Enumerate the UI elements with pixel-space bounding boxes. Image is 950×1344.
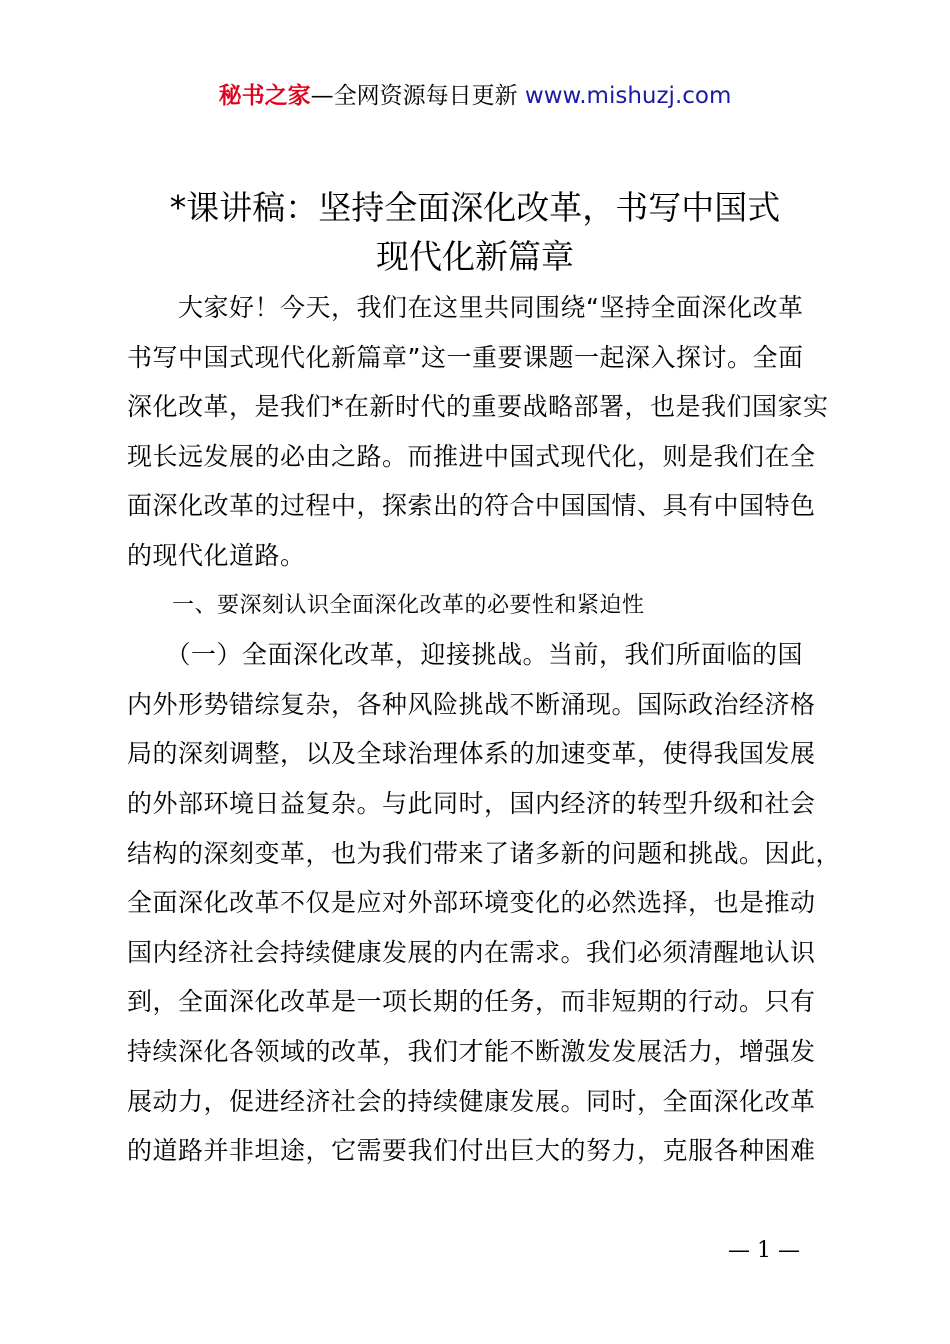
site-slogan: —全网资源每日更新 xyxy=(310,83,525,109)
body-line: 持续深化各领域的改革，我们才能不断激发发展活力，增强发 xyxy=(127,1036,816,1066)
body-line: 的现代化道路。 xyxy=(127,540,306,570)
site-header xyxy=(0,80,950,112)
page-number xyxy=(0,1236,950,1266)
body-line: 深化改革，是我们*在新时代的重要战略部署，也是我们国家实 xyxy=(127,392,829,422)
body-line: 的道路并非坦途，它需要我们付出巨大的努力，克服各种困难 xyxy=(127,1136,816,1166)
site-brand: 秘书之家 xyxy=(218,83,311,109)
body-line: 面深化改革的过程中，探索出的符合中国国情、具有中国特色 xyxy=(127,491,816,521)
body-line: 国内经济社会持续健康发展的内在需求。我们必须清醒地认识 xyxy=(127,937,816,967)
body-line: 结构的深刻变革，也为我们带来了诸多新的问题和挑战。因此， xyxy=(127,838,842,868)
body-line: 全面深化改革不仅是应对外部环境变化的必然选择，也是推动 xyxy=(127,888,816,918)
body-line: 内外形势错综复杂，各种风险挑战不断涌现。国际政治经济格 xyxy=(127,689,816,719)
site-url-link[interactable]: www.mishuzj.com xyxy=(524,83,732,109)
body-line: 展动力，促进经济社会的持续健康发展。同时，全面深化改革 xyxy=(127,1086,816,1116)
body-line: 书写中国式现代化新篇章”这一重要课题一起深入探讨。全面 xyxy=(127,342,804,372)
document-body xyxy=(127,283,847,1176)
body-line: （一）全面深化改革，迎接挑战。当前，我们所面临的国 xyxy=(127,640,804,670)
body-line: 的外部环境日益复杂。与此同时，国内经济的转型升级和社会 xyxy=(127,788,816,818)
body-line: 到，全面深化改革是一项长期的任务，而非短期的行动。只有 xyxy=(127,987,816,1017)
body-line: 大家好！今天，我们在这里共同围绕“坚持全面深化改革 xyxy=(127,293,804,322)
page-number-text: — 1 — xyxy=(728,1238,800,1263)
section-heading: 一、要深刻认识全面深化改革的必要性和紧迫性 xyxy=(127,592,645,618)
body-line: 局的深刻调整，以及全球治理体系的加速变革，使得我国发展 xyxy=(127,739,816,769)
document-title-line-1: *课讲稿：坚持全面深化改革，书写中国式 xyxy=(169,188,781,227)
document-title-line-2: 现代化新篇章 xyxy=(376,237,574,276)
body-line: 现长远发展的必由之路。而推进中国式现代化，则是我们在全 xyxy=(127,441,816,471)
